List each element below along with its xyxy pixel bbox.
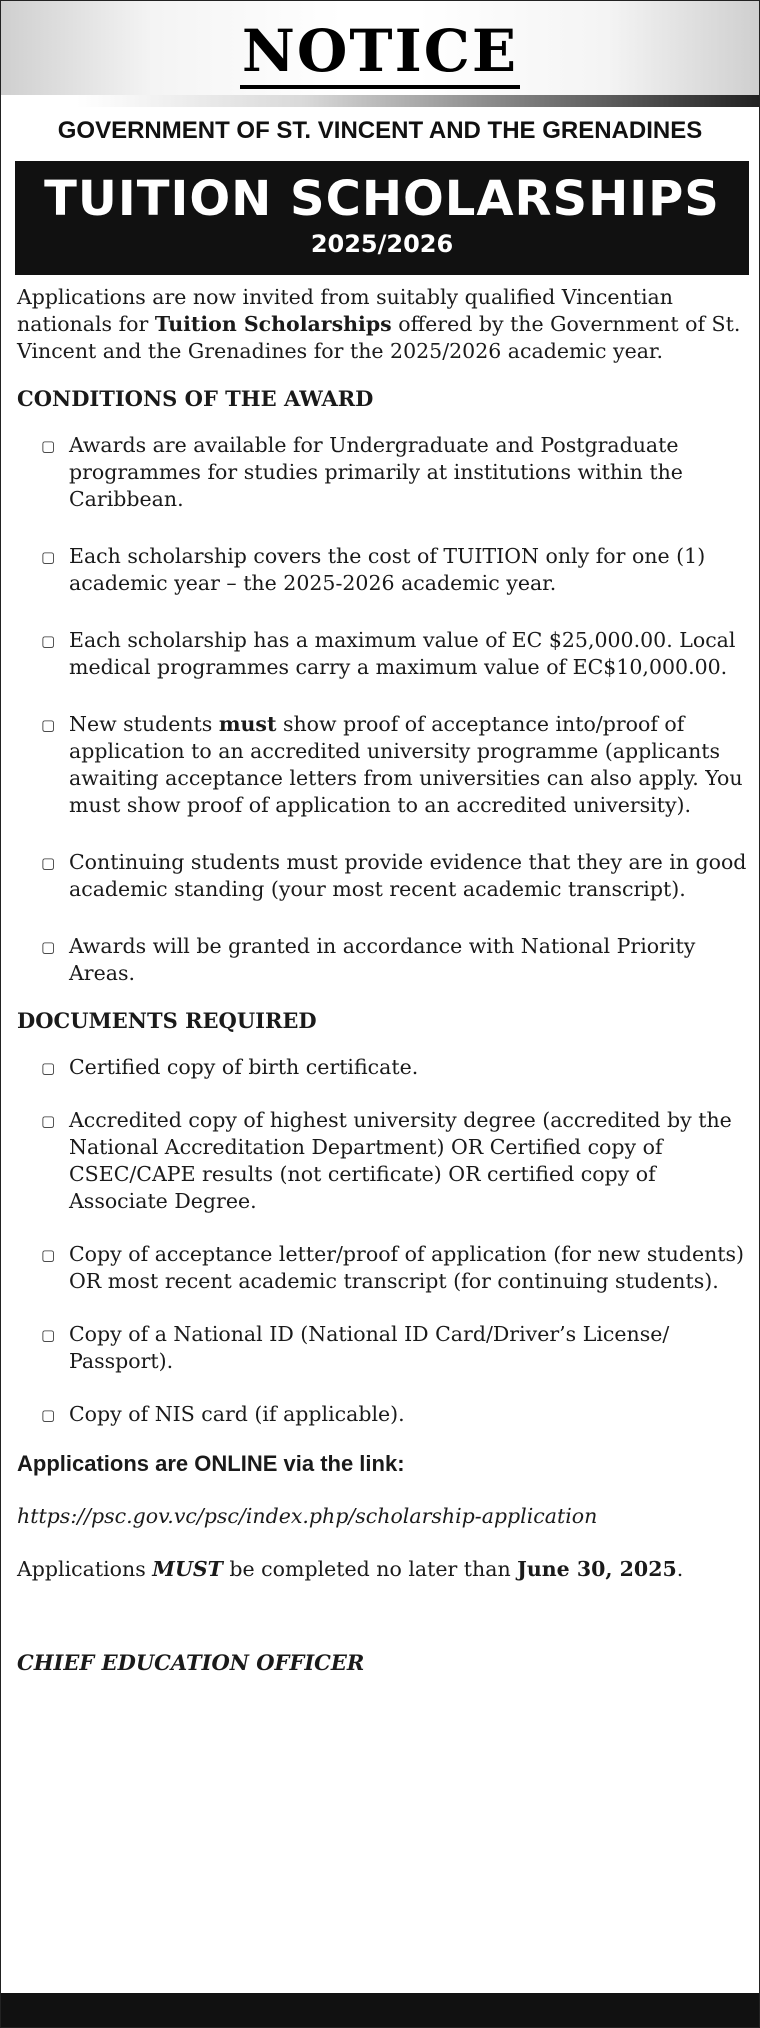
bottom-bar: [1, 1993, 759, 2027]
documents-heading: DOCUMENTS REQUIRED: [17, 1008, 317, 1033]
intro-paragraph: Applications are now invited from suitably qualified Vincentian nationals for Tuition Scholarships offered by the Government of St. Vincent and the Grenadines for the 2025/2026 academic year.: [17, 285, 741, 363]
list-item: ▢ Copy of acceptance letter/proof of application (for new students) OR most recent academic transcript (for continuing students).: [41, 1242, 745, 1293]
checkbox-bullet-icon: ▢: [41, 548, 56, 566]
list-item: ▢ Each scholarship covers the cost of TUITION only for one (1) academic year – the 2025-2026 academic year.: [41, 544, 706, 595]
list-item: ▢ Accredited copy of highest university degree (accredited by the National Accreditation Department) OR Certified copy of CSEC/CAPE results (not certificate) OR certified copy of Associate Degree.: [41, 1108, 732, 1213]
list-item: ▢ Each scholarship has a maximum value of EC $25,000.00. Local medical programmes carry a maximum value of EC$10,000.00.: [41, 628, 736, 679]
checkbox-bullet-icon: ▢: [41, 1406, 56, 1424]
conditions-list: [17, 432, 747, 987]
checkbox-bullet-icon: ▢: [41, 854, 56, 872]
scholarship-banner: [15, 161, 749, 275]
list-item: ▢ Certified copy of birth certificate.: [17, 1054, 747, 1081]
banner-title: TUITION SCHOLARSHIPS: [44, 171, 720, 227]
checkbox-bullet-icon: ▢: [41, 1112, 56, 1130]
list-item: ▢ New students must show proof of acceptance into/proof of application to an accredited university programme (applicants awaiting acceptance letters from universities can also apply. You must show proof of application to an accredited university).: [41, 712, 743, 817]
government-line: GOVERNMENT OF ST. VINCENT AND THE GRENADINES: [57, 117, 703, 144]
checkbox-bullet-icon: ▢: [41, 1059, 56, 1077]
checkbox-bullet-icon: ▢: [41, 632, 56, 650]
list-item: ▢ Copy of a National ID (National ID Card/Driver’s License/ Passport).: [41, 1322, 670, 1373]
list-item: ▢ Continuing students must provide evidence that they are in good academic standing (your most recent academic transcript).: [41, 850, 747, 901]
list-item: ▢ Awards are available for Undergraduate and Postgraduate programmes for studies primarily at institutions within the Caribbean.: [41, 433, 683, 511]
notice-body: [17, 284, 747, 1676]
conditions-heading: CONDITIONS OF THE AWARD: [17, 386, 374, 411]
notice-title: NOTICE: [1, 19, 759, 83]
list-item: ▢ Awards will be granted in accordance with National Priority Areas.: [41, 934, 696, 985]
online-heading: Applications are ONLINE via the link:: [17, 1451, 405, 1476]
deadline-line: Applications MUST be completed no later than June 30, 2025.: [17, 1557, 684, 1581]
documents-list: [17, 1054, 747, 1428]
signoff: CHIEF EDUCATION OFFICER: [17, 1650, 365, 1675]
checkbox-bullet-icon: ▢: [41, 1246, 56, 1264]
application-link[interactable]: https://psc.gov.vc/psc/index.php/scholarship-application: [17, 1504, 598, 1528]
banner-year: 2025/2026: [310, 230, 454, 258]
list-item: ▢ Copy of NIS card (if applicable).: [17, 1401, 747, 1428]
checkbox-bullet-icon: ▢: [41, 716, 56, 734]
checkbox-bullet-icon: ▢: [41, 1326, 56, 1344]
checkbox-bullet-icon: ▢: [41, 437, 56, 455]
checkbox-bullet-icon: ▢: [41, 938, 56, 956]
